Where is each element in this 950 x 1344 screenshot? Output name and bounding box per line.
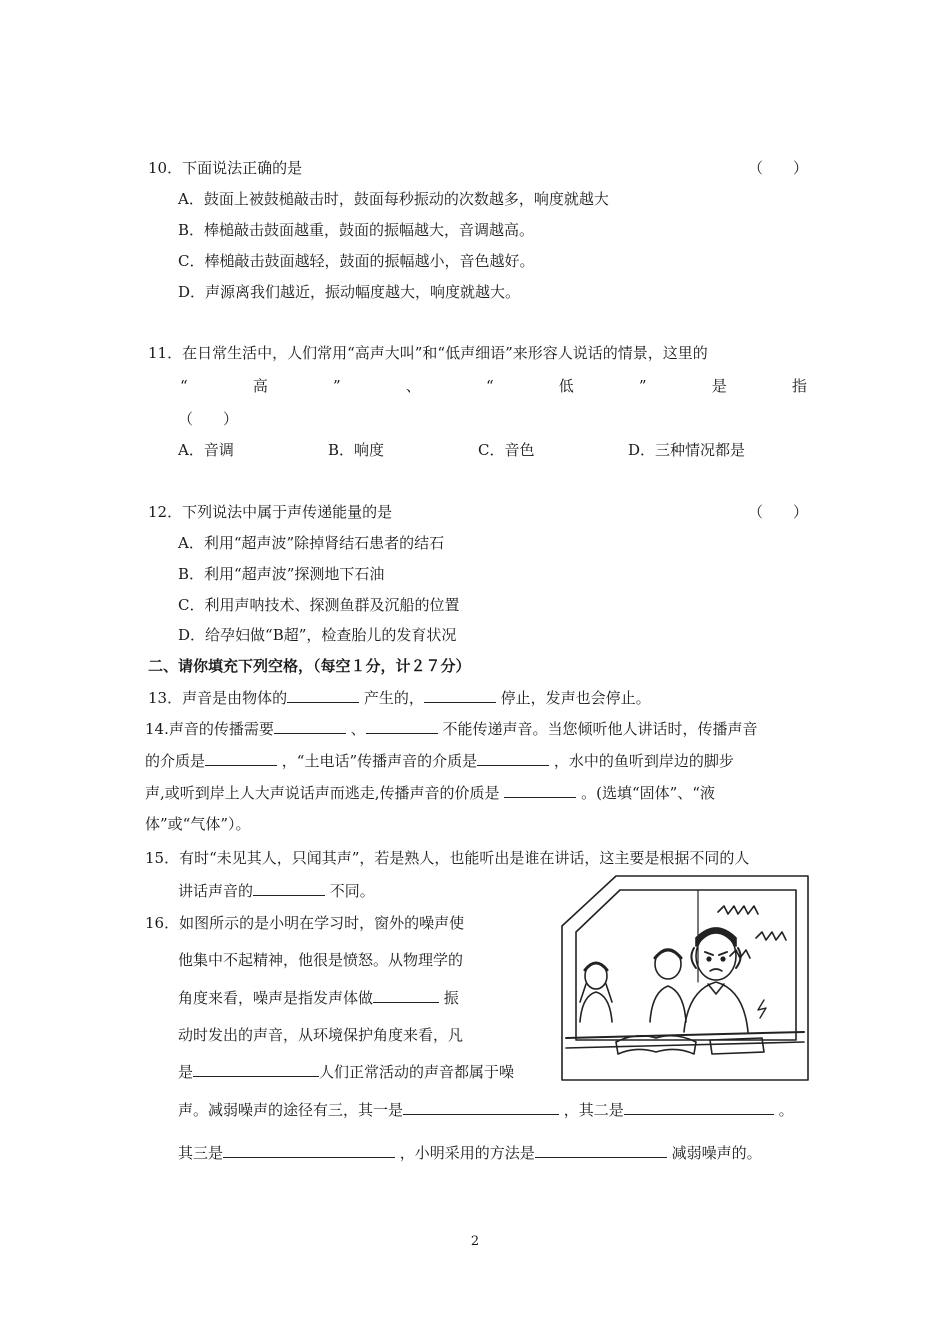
q14-blank-4[interactable] bbox=[477, 751, 549, 766]
middle-student-hair bbox=[655, 950, 681, 958]
q11-option-b: B．响度 bbox=[328, 441, 385, 459]
q11-spread-6: ” bbox=[638, 377, 647, 395]
frame-outline bbox=[562, 876, 808, 1080]
q16-blank-6[interactable] bbox=[535, 1143, 667, 1158]
q16-text-3b: 振 bbox=[443, 989, 459, 1007]
q13-blank-1[interactable] bbox=[287, 688, 359, 703]
q12-answer-paren: （ ） bbox=[748, 503, 809, 521]
q16-line-5 bbox=[178, 1062, 514, 1082]
q11-spread-1: 高 bbox=[252, 377, 268, 395]
q10-stem: 10．下面说法正确的是 bbox=[148, 159, 303, 177]
q11-spread-line bbox=[180, 376, 807, 396]
q11-spread-4: “ bbox=[485, 377, 494, 395]
q11-spread-5: 低 bbox=[558, 377, 574, 395]
q16-blank-3[interactable] bbox=[403, 1100, 559, 1115]
q11-option-a: A．音调 bbox=[178, 441, 234, 459]
q12-option-b: B．利用“超声波”探测地下石油 bbox=[178, 565, 385, 583]
q14-text-3b: 。(选填“固体”、“液 bbox=[581, 784, 715, 802]
q16-line-3 bbox=[178, 988, 459, 1008]
q11-answer-paren: （ ） bbox=[178, 410, 239, 428]
q14-text-1c: 不能传递声音。当您倾听他人讲话时，传播声音 bbox=[442, 720, 758, 738]
main-student-collar bbox=[708, 984, 724, 994]
q14-text-1b: 、 bbox=[350, 720, 366, 738]
noise-zigzag-1 bbox=[718, 906, 758, 914]
q16-text-6c: 。 bbox=[778, 1101, 794, 1119]
main-student-hair bbox=[696, 928, 736, 946]
q16-line-2: 他集中不起精神，他很是愤怒。从物理学的 bbox=[178, 951, 464, 969]
q10-option-b: B．棒槌敲击鼓面越重，鼓面的振幅越大，音调越高。 bbox=[178, 221, 535, 239]
q11-spread-0: “ bbox=[180, 377, 188, 395]
q16-text-3a: 角度来看，噪声是指发声体做 bbox=[178, 989, 374, 1007]
left-student-hair bbox=[585, 963, 607, 970]
q16-text-5a: 是 bbox=[178, 1063, 194, 1081]
noise-zigzag-2 bbox=[756, 932, 786, 940]
q14-line-2 bbox=[145, 751, 734, 771]
q13-text-3: 停止，发声也会停止。 bbox=[500, 689, 651, 707]
q11-option-d: D．三种情况都是 bbox=[628, 441, 746, 459]
q13-blank-2[interactable] bbox=[424, 688, 496, 703]
q14-blank-2[interactable] bbox=[366, 719, 438, 734]
q10-option-d: D．声源离我们越近，振动幅度越大，响度就越大。 bbox=[178, 283, 521, 301]
q14-line-4: 体”或“气体”）。 bbox=[145, 815, 251, 833]
q16-blank-4[interactable] bbox=[624, 1100, 774, 1115]
main-student-body bbox=[684, 982, 748, 1032]
q12-option-c: C．利用声呐技术、探测鱼群及沉船的位置 bbox=[178, 596, 460, 614]
q12-stem: 12．下列说法中属于声传递能量的是 bbox=[148, 503, 393, 521]
main-student-mouth bbox=[710, 969, 722, 971]
q14-text-1a: 14.声音的传播需要 bbox=[145, 720, 274, 738]
left-student-body bbox=[580, 992, 612, 1022]
q14-line-3 bbox=[145, 783, 715, 803]
q16-line-4: 动时发出的声音，从环境保护角度来看，凡 bbox=[178, 1026, 464, 1044]
q16-blank-2[interactable] bbox=[193, 1062, 319, 1077]
q14-line-1 bbox=[145, 719, 757, 739]
main-student-eye-left bbox=[707, 957, 711, 961]
q14-text-2c: ，水中的鱼听到岸边的脚步 bbox=[553, 752, 734, 770]
q15-line-1: 15．有时“未见其人，只闻其声”，若是熟人，也能听出是谁在讲话，这主要是根据不同的人 bbox=[145, 849, 750, 867]
q11-spread-7: 是 bbox=[711, 377, 727, 395]
section2-title: 二、请你填充下列空格， bbox=[148, 657, 314, 675]
q12-option-d: D．给孕妇做“B超”，检查胎儿的发育状况 bbox=[178, 626, 457, 644]
middle-student-body bbox=[650, 986, 686, 1022]
q10-option-a: A．鼓面上被鼓槌敲击时，鼓面每秒振动的次数越多，响度就越大 bbox=[178, 190, 609, 208]
q15-text-2b: 不同。 bbox=[329, 882, 375, 900]
anger-mark bbox=[758, 1000, 766, 1018]
q16-text-6a: 声。减弱噪声的途径有三，其一是 bbox=[178, 1101, 404, 1119]
q16-text-6b: ，其二是 bbox=[563, 1101, 624, 1119]
q14-blank-3[interactable] bbox=[205, 751, 277, 766]
q15-line-2 bbox=[178, 881, 375, 901]
q11-stem: 11．在日常生活中，人们常用“高声大叫”和“低声细语”来形容人说话的情景，这里的 bbox=[148, 344, 708, 362]
q11-spread-2: ” bbox=[332, 377, 341, 395]
q16-text-5b: 人们正常活动的声音都属于噪 bbox=[319, 1063, 515, 1081]
q14-blank-1[interactable] bbox=[274, 719, 346, 734]
q11-spread-3: 、 bbox=[405, 377, 421, 395]
q16-line-6 bbox=[178, 1100, 794, 1120]
q16-text-7c: 减弱噪声的。 bbox=[671, 1144, 762, 1162]
q13-text-1: 13．声音是由物体的 bbox=[148, 689, 288, 707]
q16-line-7 bbox=[178, 1143, 762, 1163]
main-student-hands bbox=[691, 948, 740, 968]
q11-option-c: C．音色 bbox=[478, 441, 535, 459]
q16-text-7b: ，小明采用的方法是 bbox=[399, 1144, 535, 1162]
q16-line-1: 16．如图所示的是小明在学习时，窗外的噪声使 bbox=[145, 914, 465, 932]
main-student-eye-right bbox=[721, 957, 725, 961]
q14-blank-5[interactable] bbox=[504, 783, 576, 798]
q14-text-2a: 的介质是 bbox=[145, 752, 206, 770]
q14-text-2b: ，“土电话”传播声音的介质是 bbox=[281, 752, 478, 770]
page-number: 2 bbox=[470, 1234, 480, 1249]
q11-spread-8: 指 bbox=[791, 377, 807, 395]
q16-blank-1[interactable] bbox=[373, 988, 439, 1003]
q15-text-2a: 讲话声音的 bbox=[178, 882, 254, 900]
section2-note: （每空１分，计２７分） bbox=[313, 657, 471, 675]
left-student-arms bbox=[580, 984, 612, 1002]
q10-option-c: C．棒槌敲击鼓面越轻，鼓面的振幅越小，音色越好。 bbox=[178, 252, 535, 270]
desk-edge bbox=[566, 1042, 804, 1048]
q15-blank-1[interactable] bbox=[253, 881, 325, 896]
noise-illustration bbox=[558, 872, 810, 1084]
q13-text-2: 产生的， bbox=[363, 689, 424, 707]
q14-text-3a: 声,或听到岸上人大声说话声而逃走,传播声音的价质是 bbox=[145, 784, 500, 802]
q10-answer-paren: （ ） bbox=[748, 159, 809, 177]
section2-heading bbox=[148, 656, 471, 676]
main-student-eyebrows bbox=[705, 952, 727, 955]
q16-text-7a: 其三是 bbox=[178, 1144, 224, 1162]
q12-option-a: A．利用“超声波”除掉肾结石患者的结石 bbox=[178, 534, 445, 552]
q16-blank-5[interactable] bbox=[223, 1143, 395, 1158]
q13-line bbox=[148, 688, 651, 708]
